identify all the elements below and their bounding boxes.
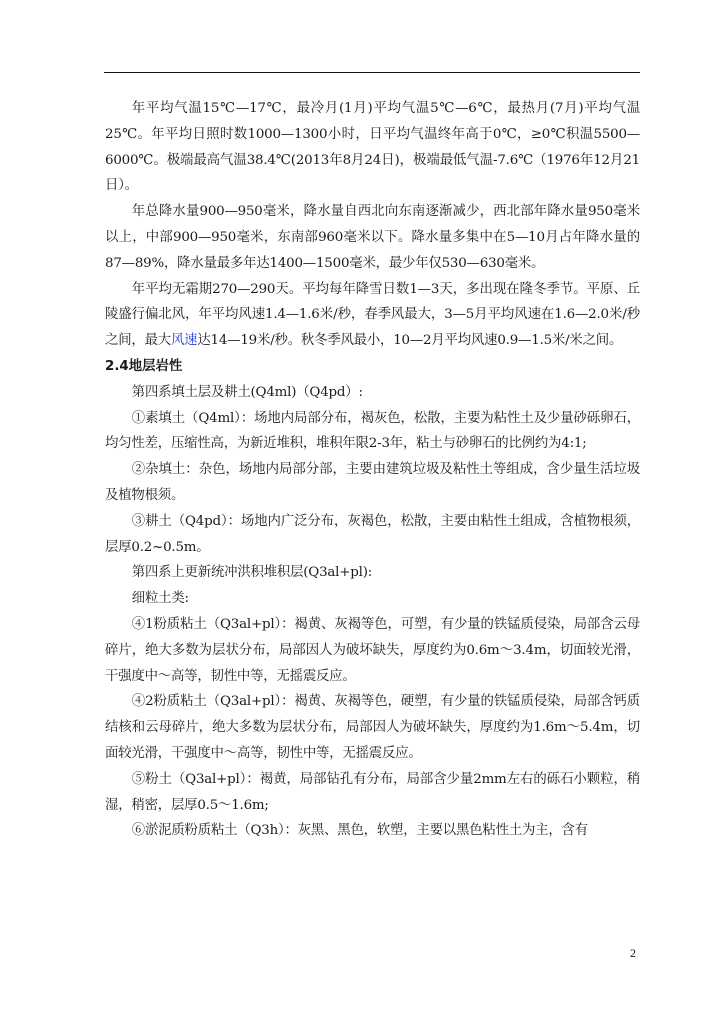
wind-text-before: 年平均无霜期270—290天。平均每年降雪日数1—3天，多出现在隆冬季节。平原、丘陵盛行偏北风，年平均风速1.4—1.6米/秒，春季风最大，3—5月平均风速在1.6—2.0米/秒之间，最大 [105,281,640,349]
section-heading: 2.4地层岩性 [105,358,183,374]
document-body [105,96,640,844]
strata-silt-5: ⑤粉土（Q3al+pl）：褐黄，局部钻孔有分布，局部含少量2mm左右的砾石小颗粒，稍湿，稍密，层厚0.5～1.6m; [105,771,640,813]
strata-fill-layer-title: 第四系填土层及耕土(Q4ml)（Q4pd）: [131,384,363,400]
page-number: 2 [630,946,636,960]
strata-miscellaneous-fill: ②杂填土：杂色，场地内局部分部，主要由建筑垃圾及粘性土等组成，含少量生活垃圾及植物根须。 [105,462,640,503]
climate-wind-paragraph [105,277,640,354]
strata-upper-pleistocene-title: 第四系上更新统冲洪积堆积层(Q3al+pl): [131,565,373,581]
strata-fine-soil-title: 细粒土类: [131,591,189,607]
wind-text-after: 达14—19米/秒。秋冬季风最小，10—2月平均风速0.9—1.5米/米之间。 [197,333,623,349]
strata-cultivated-soil: ③耕土（Q4pd）：场地内广泛分布，灰褐色，松散，主要由粘性土组成，含植物根须，层厚0.2~0.5m。 [105,513,640,555]
strata-plain-fill: ①素填土（Q4ml）：场地内局部分布，褐灰色，松散，主要为粘性土及少量砂砾卵石，均匀性差，压缩性高，为新近堆积，堆积年限2-3年，粘土与砂卵石的比例约为4:1; [105,410,640,452]
strata-silty-clay-4-1: ④1粉质粘土（Q3al+pl）：褐黄、灰褐等色，可塑，有少量的铁锰质侵染，局部含云母碎片，绝大多数为层状分布，局部因人为破坏缺失，厚度约为0.6m～3.4m，切面较光滑，干强度中～高等，韧性中等，无摇震反应。 [105,616,640,684]
climate-precipitation-paragraph: 年总降水量900—950毫米，降水量自西北向东南逐渐减少，西北部年降水量950毫米以上，中部900—950毫米，东南部960毫米以下。降水量多集中在5—10月占年降水量的87—89%，降水量最多年达1400—1500毫米，最少年仅530—630毫米。 [105,204,640,271]
strata-muddy-silty-clay-6: ⑥淤泥质粉质粘土（Q3h）：灰黑、黑色，软塑，主要以黑色粘性土为主，含有 [131,823,588,839]
header-rule [104,72,640,73]
climate-temperature-paragraph: 年平均气温15℃—17℃，最冷月(1月)平均气温5℃—6℃，最热月(7月)平均气温25℃。年平均日照时数1000—1300小时，日平均气温终年高于0℃，≥0℃积温5500—6000℃。极端最高气温38.4℃(2013年8月24日)，极端最低气温-7.6℃（1976年12月21日）。 [105,101,640,194]
wind-speed-link[interactable]: 风速 [170,333,198,349]
strata-silty-clay-4-2: ④2粉质粘土（Q3al+pl）：褐黄、灰褐等色，硬塑，有少量的铁锰质侵染，局部含钙质结核和云母碎片，绝大多数为层状分布，局部因人为破坏缺失，厚度约为1.6m～5.4m，切面较光滑，干强度中～高等，韧性中等，无摇震反应。 [105,694,640,761]
